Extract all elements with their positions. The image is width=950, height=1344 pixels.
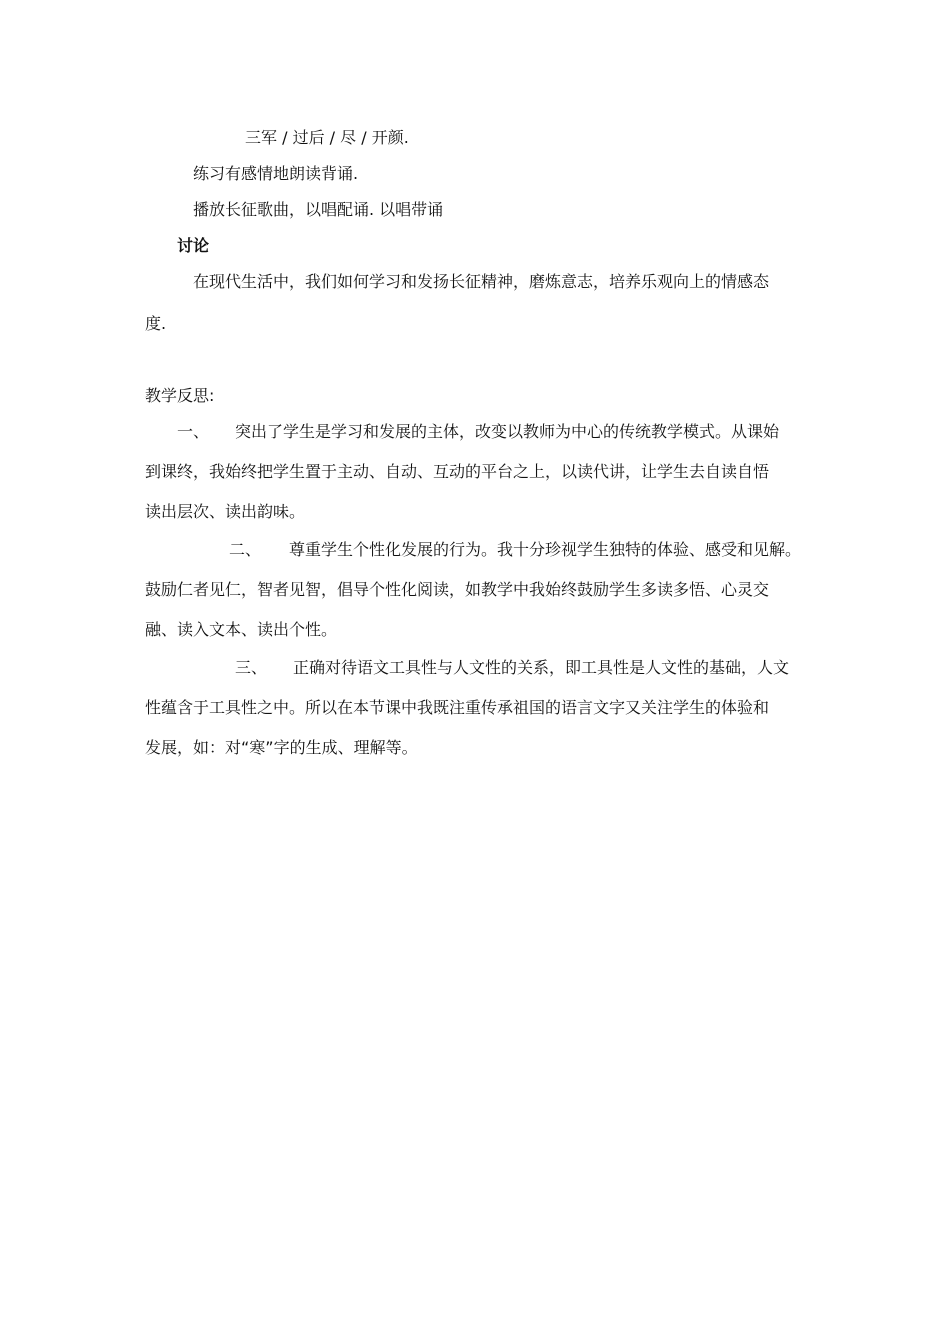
reflection-3-number: 三、 <box>235 658 268 677</box>
discussion-heading: 讨论 <box>177 236 210 255</box>
discussion-text-line-2: 度. <box>145 314 167 333</box>
reflection-heading: 教学反思: <box>145 386 215 405</box>
reflection-3-line-1 <box>235 658 789 678</box>
reflection-3-text: 正确对待语文工具性与人文性的关系，即工具性是人文性的基础，人文 <box>293 658 790 677</box>
reflection-2-number: 二、 <box>229 540 262 559</box>
reflection-3-line-2: 性蕴含于工具性之中。所以在本节课中我既注重传承祖国的语言文字又关注学生的体验和 <box>145 698 770 717</box>
reflection-3-line-3: 发展，如：对“寒”字的生成、理解等。 <box>145 738 418 757</box>
practice-line: 练习有感情地朗读背诵. <box>193 164 359 183</box>
reflection-2-line-2: 鼓励仁者见仁，智者见智，倡导个性化阅读，如教学中我始终鼓励学生多读多悟、心灵交 <box>145 580 770 599</box>
reflection-2-line-1 <box>229 540 801 560</box>
poem-line: 三军 / 过后 / 尽 / 开颜. <box>245 128 409 147</box>
reflection-2-line-3: 融、读入文本、读出个性。 <box>145 620 338 639</box>
reflection-1-line-3: 读出层次、读出韵味。 <box>145 502 306 521</box>
reflection-1-line-2: 到课终，我始终把学生置于主动、自动、互动的平台之上，以读代讲，让学生去自读自悟 <box>145 462 770 481</box>
music-line: 播放长征歌曲，以唱配诵. 以唱带诵 <box>193 200 444 219</box>
reflection-2-text: 尊重学生个性化发展的行为。我十分珍视学生独特的体验、感受和见解。 <box>289 540 802 559</box>
reflection-1-text: 突出了学生是学习和发展的主体，改变以教师为中心的传统教学模式。从课始 <box>235 422 780 441</box>
reflection-1-line-1 <box>177 422 779 442</box>
discussion-text-line-1: 在现代生活中，我们如何学习和发扬长征精神，磨炼意志，培养乐观向上的情感态 <box>193 272 770 291</box>
reflection-1-number: 一、 <box>177 422 210 441</box>
